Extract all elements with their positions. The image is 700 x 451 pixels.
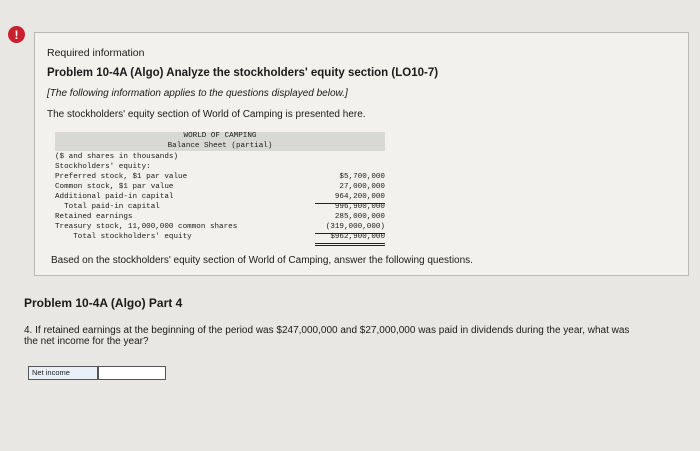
intro-text: The stockholders' equity section of World of Camping is presented here. (47, 109, 366, 120)
sheet-line-label: Retained earnings (55, 213, 133, 221)
instruction-note: [The following information applies to the questions displayed below.] (47, 88, 348, 99)
balance-sheet-header (55, 132, 385, 151)
required-information-panel (34, 32, 689, 276)
sheet-line-amount: 964,200,000 (315, 193, 385, 204)
sheet-line-label: Total paid-in capital (55, 203, 160, 211)
company-name: WORLD OF CAMPING (183, 132, 257, 140)
sheet-line-amount: $5,700,000 (339, 173, 385, 181)
sheet-line-label: Common stock, $1 par value (55, 183, 174, 191)
sheet-line-amount: (319,000,000) (315, 223, 385, 234)
sheet-line-label: Preferred stock, $1 par value (55, 173, 188, 181)
net-income-input[interactable] (98, 366, 166, 380)
net-income-label: Net income (28, 366, 98, 380)
sheet-line-amount: $962,900,000 (315, 233, 385, 246)
part-title: Problem 10-4A (Algo) Part 4 (24, 296, 183, 310)
sheet-subtitle: Balance Sheet (partial) (167, 141, 273, 150)
sheet-line-label: Stockholders' equity: (55, 163, 151, 171)
sheet-line-amount: 996,900,000 (334, 203, 385, 211)
problem-title: Problem 10-4A (Algo) Analyze the stockholders' equity section (LO10-7) (47, 67, 439, 79)
sheet-line-label: Treasury stock, 11,000,000 common shares (55, 223, 238, 231)
sheet-line-label: Total stockholders' equity (55, 233, 192, 241)
sheet-line-label: Additional paid-in capital (55, 193, 174, 201)
question-text: 4. If retained earnings at the beginning of the period was $247,000,000 and $27,000,000 was paid in dividends during the year, what was the net income for the year? (24, 325, 630, 347)
sheet-line-amount: 27,000,000 (339, 183, 385, 191)
sheet-line-amount: 285,000,000 (334, 213, 385, 221)
sheet-line-label: ($ and shares in thousands) (55, 153, 179, 161)
alert-icon: ! (8, 26, 25, 43)
instructions-text: Based on the stockholders' equity section of World of Camping, answer the following questions. (51, 255, 473, 266)
balance-sheet (55, 132, 385, 243)
required-information-heading: Required information (47, 47, 145, 59)
